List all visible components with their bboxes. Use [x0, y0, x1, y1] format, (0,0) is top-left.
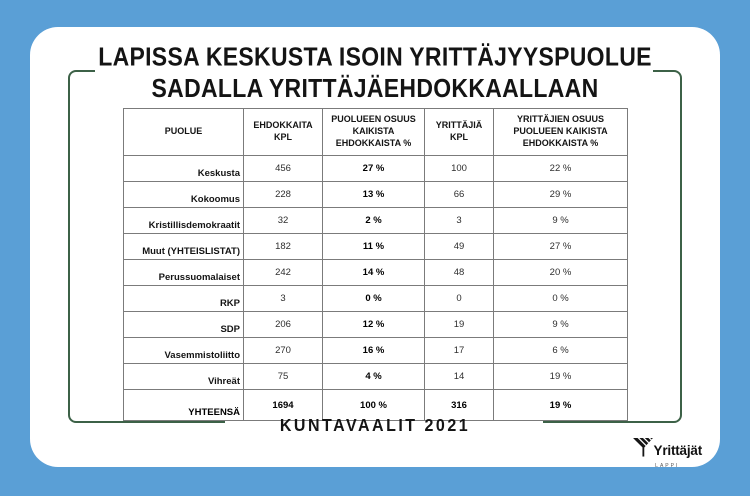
table-row [124, 286, 628, 312]
col-header-puolueen-osuus: PUOLUEEN OSUUS KAIKISTA EHDOKKAISTA % [323, 109, 425, 156]
entrepreneurs-cell: 3 [425, 208, 494, 234]
candidates-cell: 228 [244, 182, 323, 208]
party-table-body [124, 156, 628, 421]
party-table [123, 108, 628, 421]
entrepreneur-share-cell: 20 % [494, 260, 628, 286]
col-header-puolue: PUOLUE [124, 109, 244, 156]
candidates-cell: 32 [244, 208, 323, 234]
entrepreneurs-cell: 66 [425, 182, 494, 208]
party-name-cell: SDP [124, 312, 244, 338]
page-title [75, 41, 675, 104]
candidates-cell: 182 [244, 234, 323, 260]
party-share-cell: 0 % [323, 286, 425, 312]
party-name-cell: Keskusta [124, 156, 244, 182]
table-row [124, 312, 628, 338]
logo-region: LAPPI [655, 463, 680, 469]
col-header-ehdokkaita: EHDOKKAITA KPL [244, 109, 323, 156]
entrepreneur-share-cell: 19 % [494, 364, 628, 390]
table-row-total [124, 390, 628, 421]
col-header-yrittajien-osuus: YRITTÄJIEN OSUUS PUOLUEEN KAIKISTA EHDOKKAISTA % [494, 109, 628, 156]
party-share-cell: 4 % [323, 364, 425, 390]
entrepreneurs-cell: 316 [425, 390, 494, 421]
candidates-cell: 206 [244, 312, 323, 338]
entrepreneur-share-cell: 19 % [494, 390, 628, 421]
party-name-cell: YHTEENSÄ [124, 390, 244, 421]
yrittajat-flag-icon [633, 438, 653, 462]
table-row [124, 234, 628, 260]
entrepreneurs-cell: 17 [425, 338, 494, 364]
entrepreneur-share-cell: 0 % [494, 286, 628, 312]
candidates-cell: 1694 [244, 390, 323, 421]
candidates-cell: 3 [244, 286, 323, 312]
page-title-line2: SADALLA YRITTÄJÄEHDOKKAALLAAN [151, 73, 599, 103]
candidates-cell: 456 [244, 156, 323, 182]
party-table-container [123, 108, 628, 421]
party-share-cell: 2 % [323, 208, 425, 234]
logo-name: Yrittäjät [653, 442, 702, 458]
candidates-cell: 242 [244, 260, 323, 286]
party-name-cell: Kristillisdemokraatit [124, 208, 244, 234]
party-share-cell: 27 % [323, 156, 425, 182]
candidates-cell: 75 [244, 364, 323, 390]
party-name-cell: RKP [124, 286, 244, 312]
entrepreneurs-cell: 49 [425, 234, 494, 260]
party-share-cell: 100 % [323, 390, 425, 421]
candidates-cell: 270 [244, 338, 323, 364]
entrepreneurs-cell: 14 [425, 364, 494, 390]
entrepreneur-share-cell: 6 % [494, 338, 628, 364]
table-row [124, 364, 628, 390]
party-table-header [124, 109, 628, 156]
table-row [124, 338, 628, 364]
table-row [124, 156, 628, 182]
entrepreneurs-cell: 48 [425, 260, 494, 286]
party-share-cell: 16 % [323, 338, 425, 364]
party-share-cell: 13 % [323, 182, 425, 208]
table-row [124, 260, 628, 286]
party-name-cell: Vasemmistoliitto [124, 338, 244, 364]
logo-row [633, 438, 702, 462]
entrepreneur-share-cell: 9 % [494, 208, 628, 234]
party-share-cell: 14 % [323, 260, 425, 286]
header-row [124, 109, 628, 156]
entrepreneurs-cell: 0 [425, 286, 494, 312]
entrepreneur-share-cell: 22 % [494, 156, 628, 182]
party-share-cell: 12 % [323, 312, 425, 338]
table-row [124, 208, 628, 234]
party-name-cell: Kokoomus [124, 182, 244, 208]
party-name-cell: Perussuomalaiset [124, 260, 244, 286]
party-share-cell: 11 % [323, 234, 425, 260]
entrepreneurs-cell: 100 [425, 156, 494, 182]
party-name-cell: Muut (YHTEISLISTAT) [124, 234, 244, 260]
col-header-yrittajia: YRITTÄJIÄ KPL [425, 109, 494, 156]
party-name-cell: Vihreät [124, 364, 244, 390]
footer-caption: KUNTAVAALIT 2021 [279, 417, 471, 436]
entrepreneur-share-cell: 27 % [494, 234, 628, 260]
page-title-line1: LAPISSA KESKUSTA ISOIN YRITTÄJYYSPUOLUE [98, 42, 652, 72]
entrepreneurs-cell: 19 [425, 312, 494, 338]
entrepreneur-share-cell: 9 % [494, 312, 628, 338]
yrittajat-logo [633, 438, 702, 469]
table-row [124, 182, 628, 208]
entrepreneur-share-cell: 29 % [494, 182, 628, 208]
